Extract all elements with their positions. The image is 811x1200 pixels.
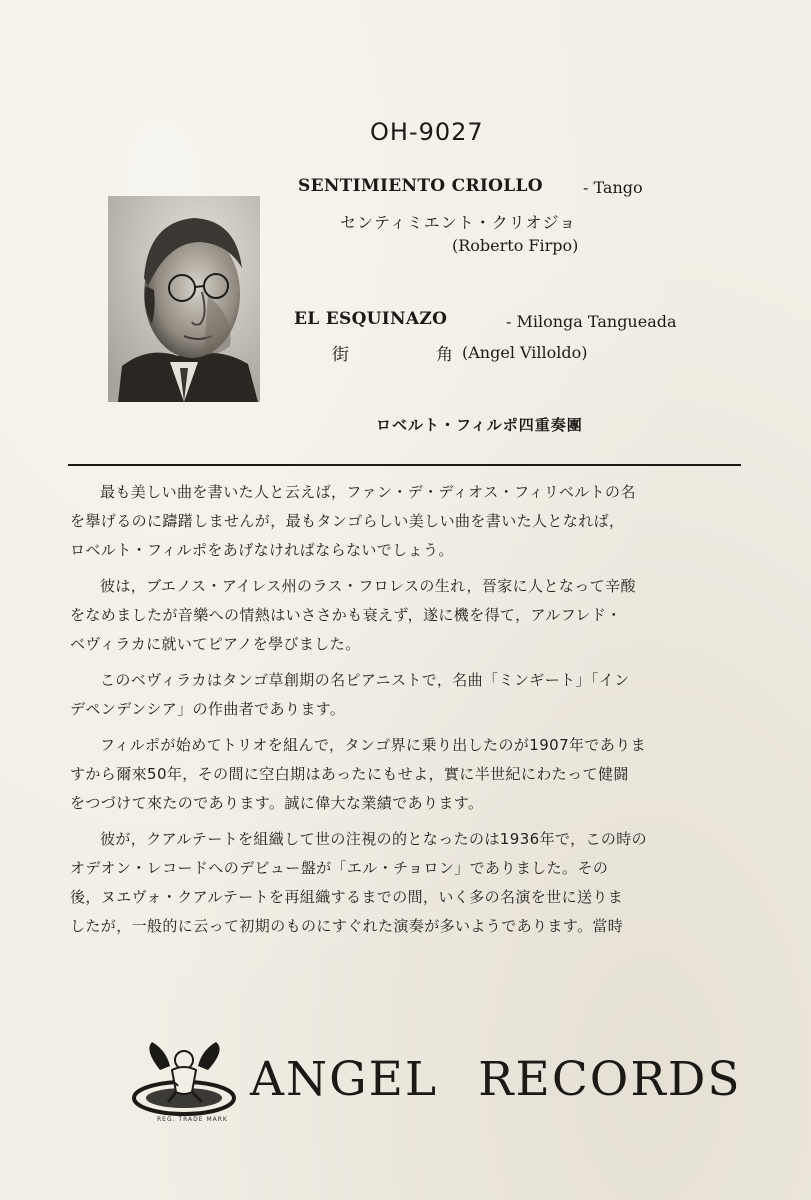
liner-line: 彼が，クアルテートを組織して世の注視の的となったのは1936年で，この時の — [100, 830, 648, 848]
track1-japanese-title: センティミエント・クリオジョ — [340, 213, 577, 232]
track2-genre: - Milonga Tangueada — [506, 312, 677, 331]
liner-line: をつづけて來たのであります。誠に偉大な業績であります。 — [70, 794, 484, 812]
liner-paragraph — [70, 825, 742, 941]
divider-rule — [68, 464, 741, 466]
liner-notes — [70, 478, 742, 948]
portrait-photo — [108, 196, 260, 402]
track1-composer: (Roberto Firpo) — [452, 236, 579, 255]
liner-line: デペンデンシア」の作曲者であります。 — [70, 700, 346, 718]
liner-line: ベヴィラカに就いてピアノを學びました。 — [70, 635, 361, 653]
catalog-number: OH-9027 — [370, 118, 484, 146]
track2-japanese-title-part1: 街 — [332, 345, 349, 365]
angel-logo-icon — [130, 1040, 238, 1118]
liner-line: すから爾來50年，その間に空白期はあったにもせよ，實に半世紀にわたって健闘 — [70, 765, 629, 783]
liner-line: 最も美しい曲を書いた人と云えば，ファン・デ・ディオス・フィリベルトの名 — [100, 483, 636, 501]
liner-line: オデオン・レコードへのデビュー盤が「エル・チョロン」でありました。その — [70, 859, 609, 877]
liner-paragraph — [70, 666, 742, 724]
brand-name-word1: ANGEL — [250, 1052, 439, 1107]
liner-line: 彼は，ブエノス・アイレス州のラス・フロレスの生れ，晉家に人となって辛酸 — [100, 577, 636, 595]
liner-line: をなめましたが音樂への情熱はいささかも衰えず，遂に機を得て，アルフレド・ — [70, 606, 622, 624]
liner-paragraph — [70, 572, 742, 659]
artist-name: ロベルト・フィルポ四重奏團 — [376, 416, 583, 434]
track2-title: EL ESQUINAZO — [294, 309, 448, 329]
brand-name-word2: RECORDS — [478, 1052, 742, 1107]
track1-genre: - Tango — [583, 178, 643, 197]
brand-name — [250, 1052, 742, 1107]
liner-paragraph — [70, 731, 742, 818]
trademark-text: REG. TRADE MARK — [157, 1116, 228, 1123]
liner-line: を擧げるのに躊躇しませんが，最もタンゴらしい美しい曲を書いた人となれば， — [70, 512, 625, 530]
liner-line: このベヴィラカはタンゴ草創期の名ピアニストで，名曲「ミンギート」「イン — [100, 671, 630, 689]
liner-line: ロベルト・フィルポをあげなければならないでしょう。 — [70, 541, 454, 559]
liner-line: 後，ヌエヴォ・クアルテートを再組織するまでの間，いく多の名演を世に送りま — [70, 888, 624, 906]
track1-title: SENTIMIENTO CRIOLLO — [298, 176, 543, 196]
liner-line: フィルポが始めてトリオを組んで，タンゴ界に乗り出したのが1907年でありま — [100, 736, 647, 754]
liner-paragraph — [70, 478, 742, 565]
track2-composer: (Angel Villoldo) — [462, 343, 588, 362]
liner-line: したが，一般的に云って初期のものにすぐれた演奏が多いようであります。當時 — [70, 917, 624, 935]
track2-japanese-title-part2: 角 — [436, 345, 453, 365]
